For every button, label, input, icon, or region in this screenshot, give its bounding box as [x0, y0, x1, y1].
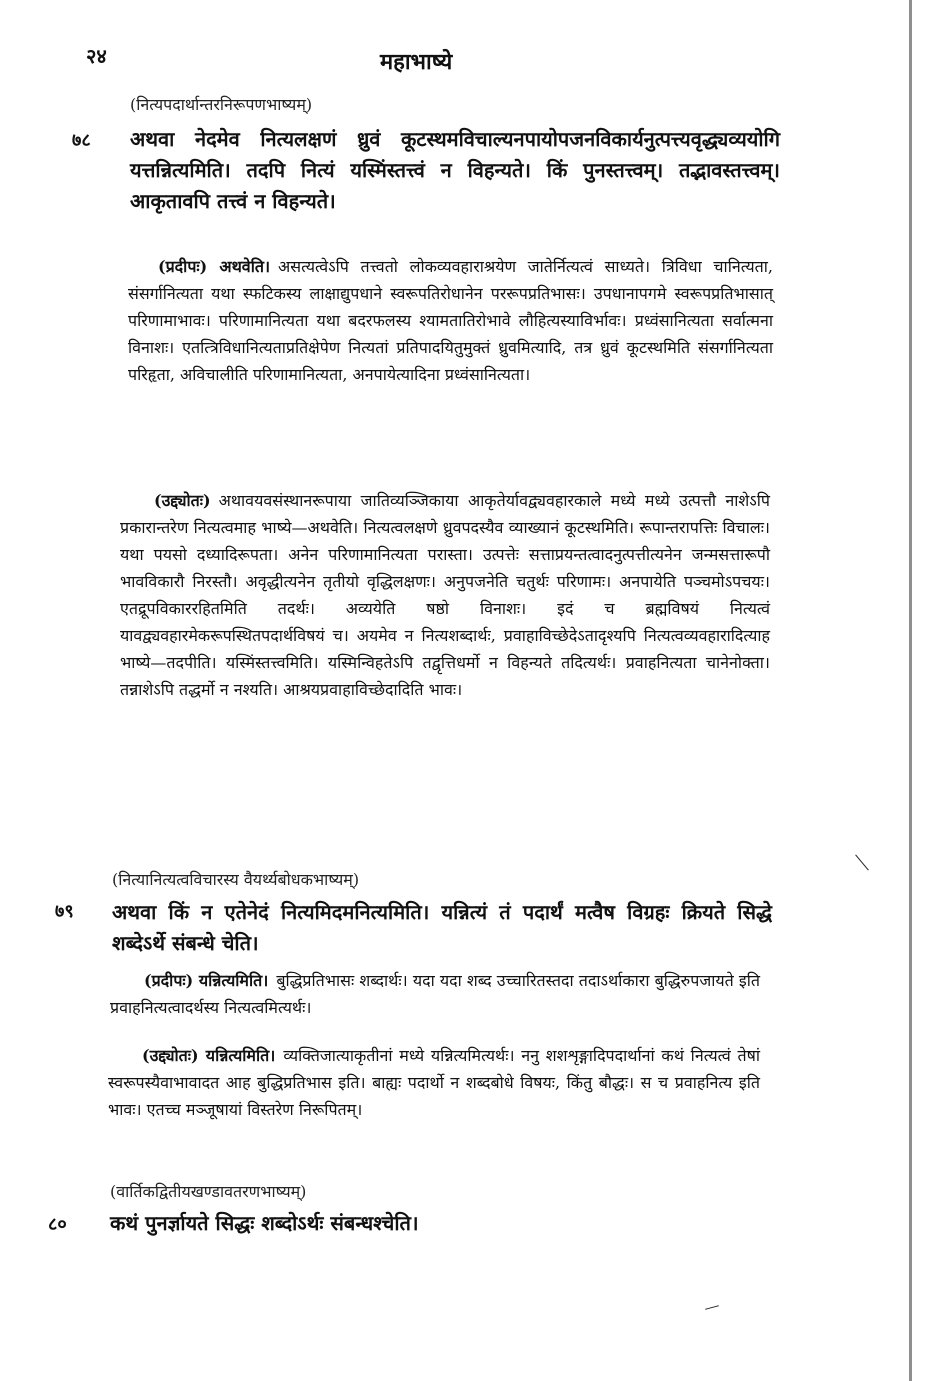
running-title: महाभाष्ये [380, 49, 453, 75]
section-heading: (नित्यपदार्थान्तरनिरूपणभाष्यम्) [130, 95, 313, 114]
commentary-text: असत्यत्वेऽपि तत्त्वतो लोकव्यवहाराश्रयेण जातेर्नित्यत्वं साध्यते। त्रिविधा चानित्यता, संसर्गानित्यता यथा स्फटिकस्य लाक्षाद्युपधाने स्वरूपतिरोधानेन पररूपप्रतिभासः। उपधानापगमे स्वरूपप्रतिभासात् परिणामाभावः। परिणामानित्यता यथा बदरफलस्य श्यामतातिरोभावे लौहित्यस्याविर्भावः। प्रध्वंसानित्यता सर्वात्मना विनाशः। एतत्त्रिविधानित्यताप्रतिक्षेपेण नित्यतां प्रतिपादयितुमुक्तं ध्रुवमित्यादि, तत्र ध्रुवं कूटस्थमिति संसर्गानित्यता परिहृता, अविचालीति परिणामानित्यता, अनपायेत्यादिना प्रध्वंसानित्यता। [128, 257, 773, 384]
uddyota-commentary [120, 487, 770, 703]
sutra-number: ७८ [72, 130, 91, 151]
page-edge-line [909, 0, 912, 1381]
section-heading: (नित्यानित्यत्वविचारस्य वैयर्थ्यबोधकभाष्यम्) [112, 870, 360, 889]
commentary-label: (उद्द्योतः) यन्नित्यमिति। [142, 1046, 276, 1065]
sutra-number: ८० [48, 1214, 67, 1235]
commentary-label: (उद्द्योतः) [154, 491, 211, 510]
scan-artifact-mark [855, 855, 869, 871]
pradipa-commentary [110, 967, 760, 1021]
commentary-text: व्यक्तिजात्याकृतीनां मध्ये यन्नित्यमित्यर्थः। ननु शशशृङ्गादिपदार्थानां कथं नित्यत्वं तेषां स्वरूपस्यैवाभावादत आह बुद्धिप्रतिभास इति। बाह्यः पदार्थो न शब्दबोधे विषयः, किंतु बौद्धः। स च प्रवाहनित्य इति भावः। एतच्च मञ्जूषायां विस्तरेण निरूपितम्। [108, 1046, 761, 1119]
uddyota-commentary [108, 1042, 760, 1123]
sutra-number: ७९ [55, 901, 74, 922]
sutra-text: कथं पुनर्ज्ञायते सिद्धः शब्दोऽर्थः संबन्धश्चेति। [110, 1211, 419, 1235]
commentary-label: (प्रदीपः) यन्नित्यमिति। [144, 971, 269, 990]
section-heading: (वार्तिकद्वितीयखण्डावतरणभाष्यम्) [110, 1182, 307, 1201]
sutra-text: अथवा नेदमेव नित्यलक्षणं ध्रुवं कूटस्थमविचाल्यनपायोपजनविकार्यनुत्पत्त्यवृद्ध्यव्ययोगि यत्तन्नित्यमिति। तदपि नित्यं यस्मिंस्तत्त्वं न विहन्यते। किं पुनस्तत्त्वम्। तद्भावस्तत्त्वम्। आकृतावपि तत्त्वं न विहन्यते। [130, 127, 780, 213]
commentary-text: बुद्धिप्रतिभासः शब्दार्थः। यदा यदा शब्द उच्चारितस्तदा तदाऽर्थाकारा बुद्धिरुपजायते इति प्रवाहनित्यत्वादर्थस्य नित्यत्वमित्यर्थः। [110, 971, 760, 1017]
sutra-text: अथवा किं न एतेनेदं नित्यमिदमनित्यमिति। यन्नित्यं तं पदार्थं मत्वैष विग्रहः क्रियते सिद्धे शब्देऽर्थे संबन्धे चेति। [112, 900, 772, 955]
page-number: २४ [86, 44, 107, 68]
commentary-label: (प्रदीपः) अथवेति। [158, 257, 271, 276]
commentary-text: अथावयवसंस्थानरूपाया जातिव्यञ्जिकाया आकृतेर्यावद्व्यवहारकाले मध्ये मध्ये उत्पत्तौ नाशेऽपि प्रकारान्तरेण नित्यत्वमाह भाष्ये—अथवेति। नित्यत्वलक्षणे ध्रुवपदस्यैव व्याख्यानं कूटस्थमिति। रूपान्तरापत्तिः विचालः। यथा पयसो दध्यादिरूपता। अनेन परिणामानित्यता परास्ता। उत्पत्तेः सत्ताप्रयन्तत्वादनुत्पत्तीत्यनेन जन्मसत्तारूपौ भावविकारौ निरस्तौ। अवृद्धीत्यनेन तृतीयो वृद्धिलक्षणः। अनुपजनेति चतुर्थः परिणामः। अनपायेति पञ्चमोऽपचयः। एतद्रूपविकाररहितमिति तदर्थः। अव्ययेति षष्ठो विनाशः। इदं च ब्रह्मविषयं नित्यत्वं यावद्व्यवहारमेकरूपस्थितपदार्थविषयं च। अयमेव न नित्यशब्दार्थः, प्रवाहाविच्छेदेऽतादृश्यपि नित्यत्वव्यवहारादित्याह भाष्ये—तदपीति। यस्मिंस्तत्त्वमिति। यस्मिन्विहतेऽपि तद्वृत्तिधर्मो न विहन्यते तदित्यर्थः। प्रवाहनित्यता चानेनोक्ता। तन्नाशेऽपि तद्धर्मो न नश्यति। आश्रयप्रवाहाविच्छेदादिति भावः। [120, 491, 770, 699]
scan-artifact-mark [705, 1305, 719, 1310]
pradipa-commentary [128, 253, 773, 388]
